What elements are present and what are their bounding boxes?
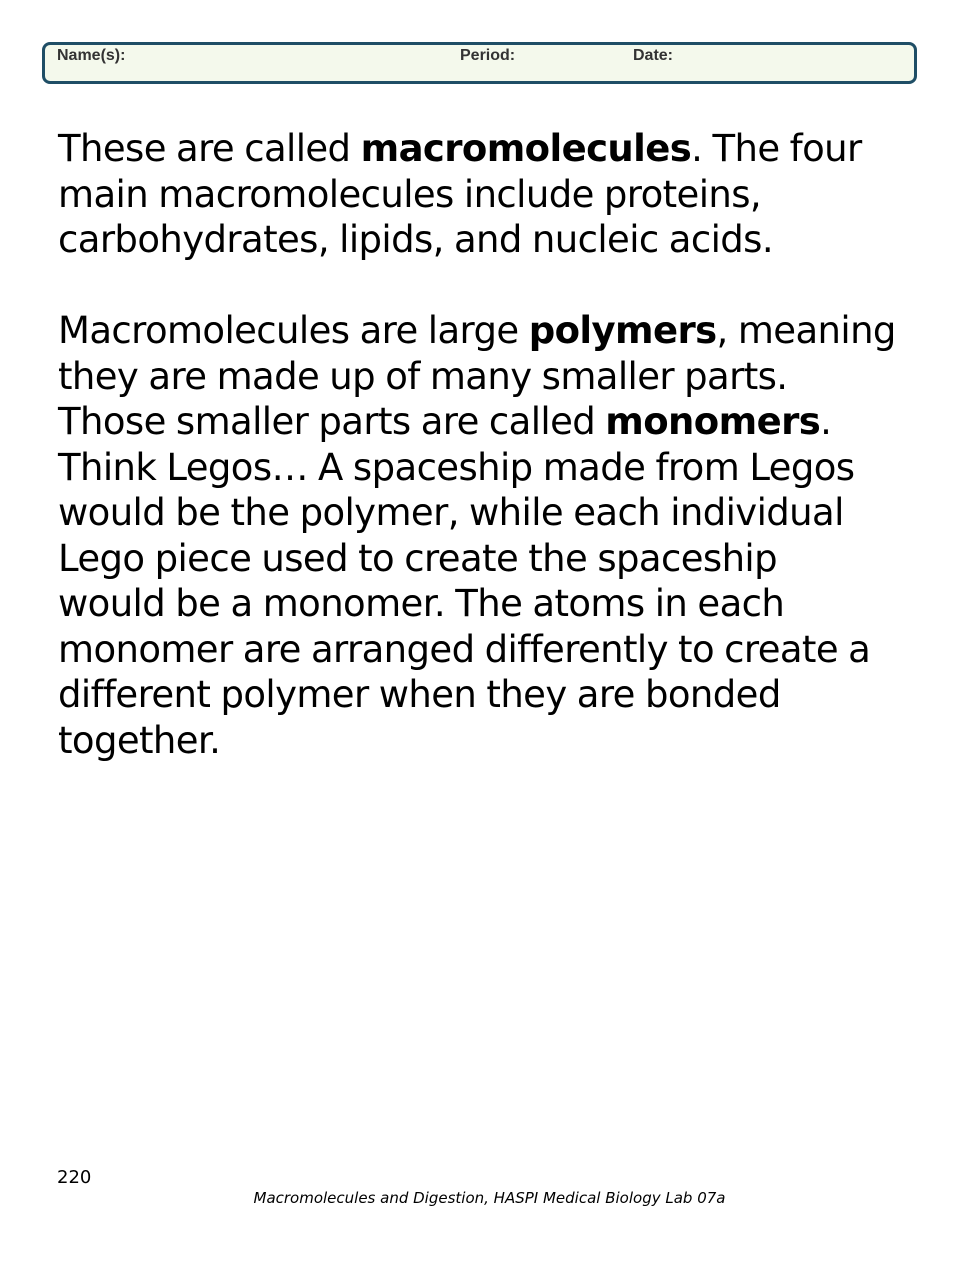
text-line — [58, 399, 938, 445]
main-text — [58, 126, 938, 763]
text-line: carbohydrates, lipids, and nucleic acids. — [58, 218, 774, 261]
term-monomers: monomers — [605, 400, 821, 443]
text-line: different polymer when they are bonded — [58, 673, 781, 716]
term-macromolecules: macromolecules — [360, 127, 692, 170]
text-line: together. — [58, 718, 221, 762]
name-label: Name(s): — [57, 47, 126, 64]
text-line: they are made up of many smaller parts. — [58, 354, 788, 398]
text-line: monomer are arranged differently to create a — [58, 627, 871, 671]
text-run: These are called — [58, 127, 361, 170]
footer-citation: Macromolecules and Digestion, HASPI Medical Biology Lab 07a — [253, 1189, 726, 1207]
text-run: . The four — [691, 127, 862, 170]
text-run: . — [820, 400, 832, 443]
paragraph-macromolecules — [58, 126, 938, 263]
text-line — [58, 126, 938, 172]
text-line: Think Legos… A spaceship made from Legos — [58, 445, 855, 489]
date-label: Date: — [633, 47, 674, 64]
text-line: main macromolecules include proteins, — [58, 172, 762, 216]
text-run: Macromolecules are large — [58, 309, 529, 352]
text-line: Lego piece used to create the spaceship — [58, 536, 777, 580]
text-line — [58, 308, 938, 354]
student-info-header — [42, 42, 917, 84]
paragraph-polymers — [58, 308, 938, 763]
text-run: Those smaller parts are called — [58, 400, 606, 443]
term-polymers: polymers — [528, 309, 717, 352]
period-label: Period: — [460, 47, 516, 64]
text-line: would be a monomer. The atoms in each — [58, 582, 785, 625]
page-number: 220 — [57, 1167, 92, 1188]
text-line: would be the polymer, while each individual — [58, 491, 844, 534]
text-run: , meaning — [716, 309, 896, 352]
